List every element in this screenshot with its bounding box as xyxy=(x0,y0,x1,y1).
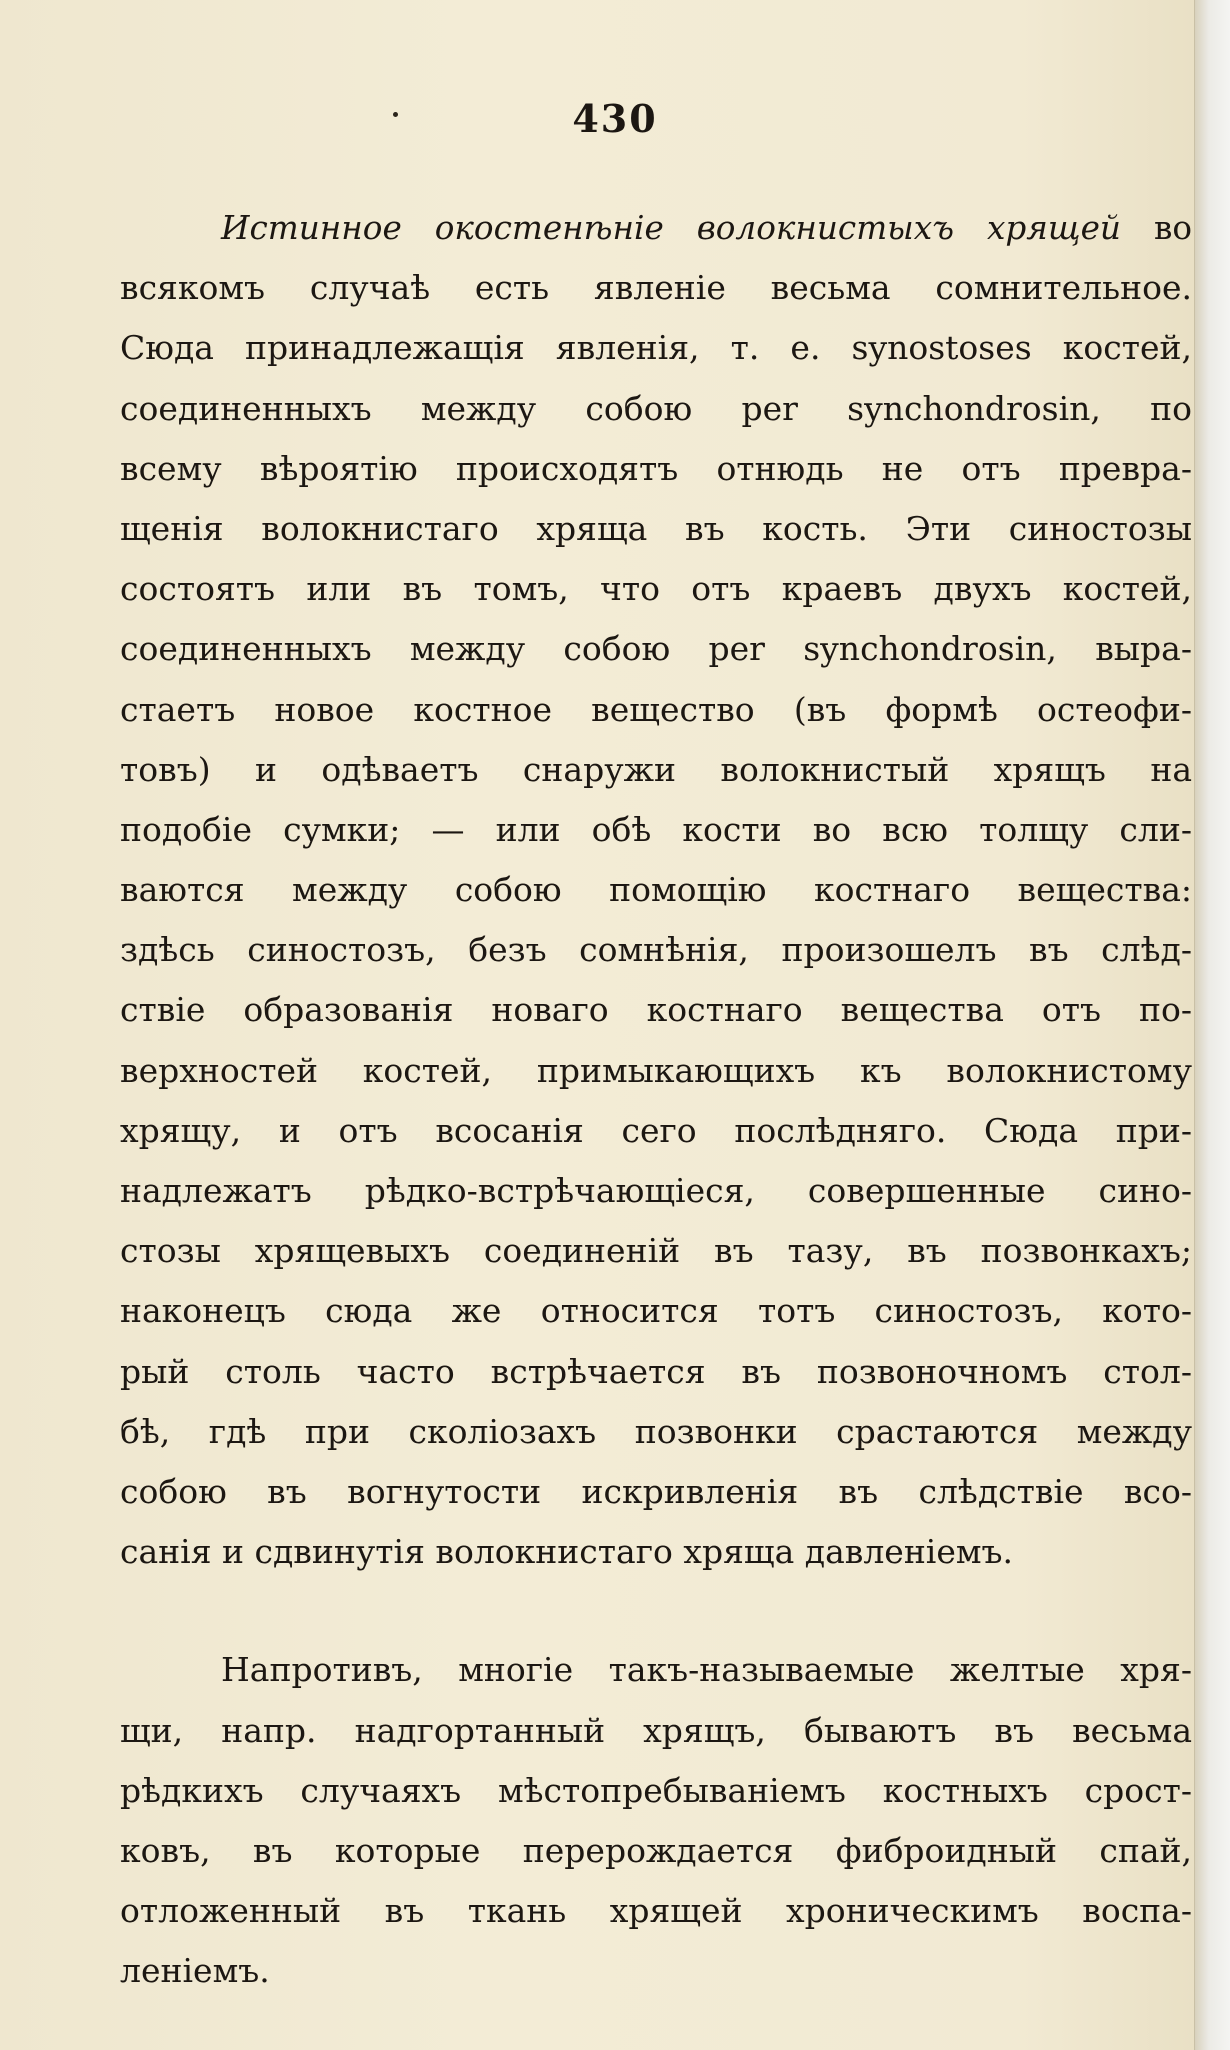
text-line: состоятъ или въ томъ, что отъ краевъ двухъ костей, xyxy=(120,569,1192,609)
text-line: здѣсь синостозъ, безъ сомнѣнія, произошелъ въ слѣд- xyxy=(120,930,1192,970)
text-line: ковъ, въ которые перерождается фиброидный спай, xyxy=(120,1830,1192,1870)
text-line: всему вѣроятію происходятъ отнюдь не отъ превра- xyxy=(120,448,1192,488)
text-line: рый столь часто встрѣчается въ позвоночномъ стол- xyxy=(120,1351,1192,1391)
text-line: Сюда принадлежащія явленія, т. е. synostoses костей, xyxy=(120,328,1192,368)
paragraph-1 xyxy=(120,198,1192,1582)
text-line: Напротивъ, многіе такъ-называемые желтые хря- xyxy=(221,1650,1192,1690)
text-line: стаетъ новое костное вещество (въ формѣ остеофи- xyxy=(120,689,1192,729)
page-edge xyxy=(1194,0,1230,2050)
paragraph-gap xyxy=(120,1582,1192,1640)
body-text xyxy=(120,198,1192,2001)
text-line: бѣ, гдѣ при сколіозахъ позвонки срастаются между xyxy=(120,1411,1192,1451)
text-line: всякомъ случаѣ есть явленіе весьма сомнительное. xyxy=(120,268,1192,308)
text-line: верхностей костей, примыкающихъ къ волокнистому xyxy=(120,1050,1192,1090)
italic-lead-phrase: Истинное окостенѣніе волокнистыхъ хрящей xyxy=(221,209,1121,247)
line-tail: во xyxy=(1153,209,1192,247)
text-line: санія и сдвинутія волокнистаго хряща давленіемъ. xyxy=(120,1532,1014,1572)
text-line: соединенныхъ между собою per synchondrosin, выра- xyxy=(120,629,1192,669)
text-line xyxy=(120,198,1192,258)
text-line: щи, напр. надгортанный хрящъ, бываютъ въ весьма xyxy=(120,1710,1192,1750)
text-line: товъ) и одѣваетъ снаружи волокнистый хрящъ на xyxy=(120,749,1192,789)
text-line: соединенныхъ между собою per synchondrosin, по xyxy=(120,388,1192,428)
paragraph-2 xyxy=(120,1640,1192,2001)
text-line: леніемъ. xyxy=(120,1951,270,1991)
text-line: отложенный въ ткань хрящей хроническимъ воспа- xyxy=(120,1891,1192,1931)
text-line: подобіе сумки; — или обѣ кости во всю толщу сли- xyxy=(120,809,1192,849)
text-line: надлежатъ рѣдко-встрѣчающіеся, совершенные сино- xyxy=(120,1171,1192,1210)
text-line: наконецъ сюда же относится тотъ синостозъ, кото- xyxy=(120,1291,1192,1331)
text-line: хрящу, и отъ всосанія сего послѣдняго. Сюда при- xyxy=(120,1110,1192,1150)
text-line: стозы хрящевыхъ соединеній въ тазу, въ позвонкахъ; xyxy=(120,1231,1192,1271)
text-line: щенія волокнистаго хряща въ кость. Эти синостозы xyxy=(120,508,1192,548)
text-line: ствіе образованія новаго костнаго вещества отъ по- xyxy=(120,990,1192,1030)
text-line: ваются между собою помощію костнаго вещества: xyxy=(120,870,1192,910)
text-line: собою въ вогнутости искривленія въ слѣдствіе всо- xyxy=(120,1471,1192,1511)
text-line: рѣдкихъ случаяхъ мѣстопребываніемъ костныхъ срост- xyxy=(120,1770,1192,1810)
page-number: 430 xyxy=(572,96,658,141)
